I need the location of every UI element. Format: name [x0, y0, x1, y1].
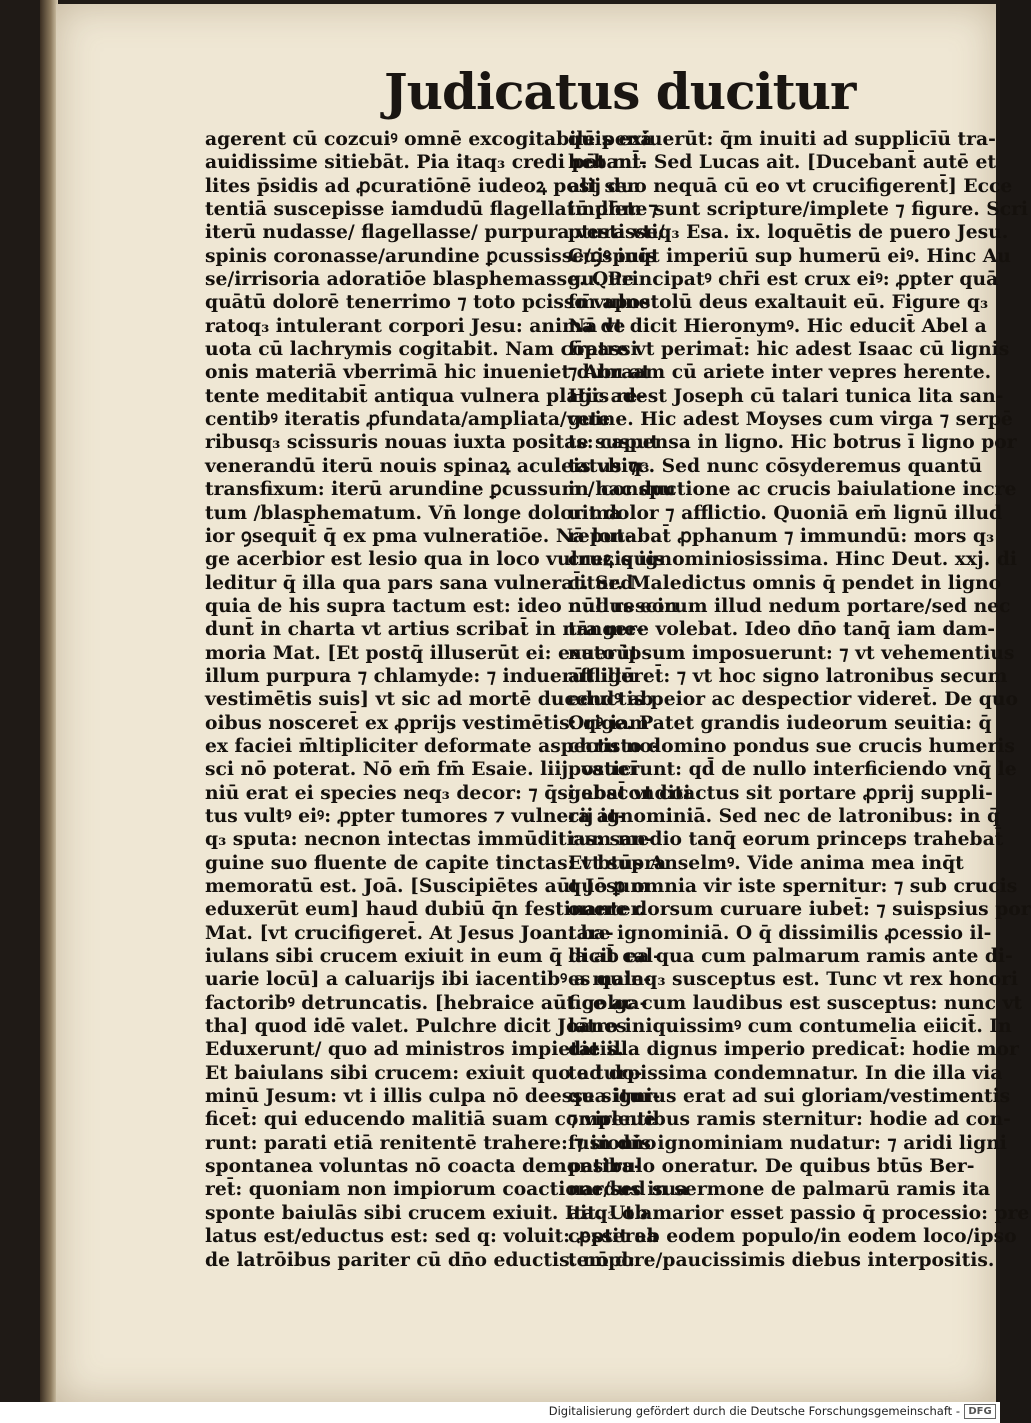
- text-line: te turpissima condemnatur. In die illa via: [568, 1061, 1003, 1084]
- text-line: tum /blasphematum. Vn̄ longe dolor ma: [205, 501, 622, 524]
- dfg-logo: DFG: [964, 1404, 996, 1419]
- text-line: tente meditabit̄ antiqua vulnera plagis re-: [205, 384, 646, 407]
- text-line: ⁊ virentibus ramis sternitur: hodie ad con-: [568, 1108, 1011, 1131]
- text-line: ptura vtiq₃ Esa. ix. loquētis de puero Jesu.: [568, 221, 1009, 244]
- text-line: qua iturus erat ad sui gloriam/vestimentis: [568, 1085, 1011, 1108]
- text-line: venerandū iterū nouis spinaꝝ aculeis vbiq₃: [205, 454, 650, 477]
- text-line: guine. Hic adest Moyses cum virga ⁊ serpē: [568, 408, 1013, 431]
- text-line: illum purpura ⁊ chlamyde: ⁊ induerūt illū: [205, 664, 636, 687]
- text-line: tangere volebat. Ideo dn̄o tanq̄ iam dam-: [568, 618, 996, 641]
- text-line: ret̄: quoniam non impiorum coactione/sed sua: [205, 1178, 689, 1201]
- text-line: affligeret̄: ⁊ vt hoc signo latronibus secum: [568, 664, 1008, 687]
- text-line: reputabat̄ ꝓphanum ⁊ immundū: mors q₃: [568, 524, 995, 547]
- text-line: te suspensa in ligno. Hic botrus ī ligno por: [568, 431, 1017, 454]
- text-line: nullus eorum illud nedum portare/sed nec: [568, 594, 1011, 617]
- text-line: ex faciei m̄ltipliciter deformate aspectu no-: [205, 734, 660, 757]
- text-line: Orige. Patet grandis iudeorum seuitia: q̄: [568, 711, 992, 734]
- text-line: minū Jesum: vt i illis culpa nō deesse signi-: [205, 1085, 661, 1108]
- text-line: ait. Ut amarior esset passio q̄ processio: pre: [568, 1201, 1030, 1224]
- text-line: rum medio tanq̄ eorum princeps trahebat̄: [568, 828, 1004, 851]
- text-line: quātū dolorē tenerrimo ⁊ toto pcisso vulne: [205, 291, 651, 314]
- text-line: agerent cū cozcuiꝰ omnē excogitabilē penā: [205, 128, 653, 150]
- text-line: es quinq₃ susceptus est. Tunc vt rex honori: [568, 968, 1018, 991]
- text-line: de latrōibus pariter cū dn̄o eductis. nō d:: [205, 1248, 636, 1271]
- text-line: spinis coronasse/arundine ꝑcussisse/ꝯspuis: [205, 244, 657, 267]
- text-line: nato ipsum imposuerunt: ⁊ vt vehementius: [568, 641, 1015, 664]
- text-line: spontanea voluntas nō coacta demonstra-: [205, 1155, 642, 1178]
- running-head: Judicatus ducitur: [384, 62, 856, 121]
- text-line: Nā vt dicit Hieronymꝰ. Hic educit̄ Abel a: [568, 314, 987, 337]
- text-column-right: [568, 128, 1031, 1272]
- text-line: uota cū lachrymis cogitabit. Nam cōpassi: [205, 338, 638, 361]
- text-line: gebat̄ vt coactus sit portare ꝓprij suppli-: [568, 781, 993, 804]
- text-line: onis materiā vberrimā hic inueniet dum at: [205, 361, 651, 384]
- text-line: cij ignominiā. Sed nec de latronibus: in q̄: [568, 804, 1001, 827]
- text-line: uit dolor ⁊ afflictio. Quoniā em̄ lignū illud: [568, 501, 1003, 524]
- text-line: quia de his supra tactum est: ideo nūc rescin: [205, 594, 678, 617]
- text-line: patibulo oneratur. De quibus btūs Ber-: [568, 1155, 975, 1178]
- text-line: Mat. [vt crucifigeret̄. At Jesus Joan. ba-: [205, 921, 614, 944]
- text-line: nardus in sermone de palmarū ramis ita: [568, 1178, 991, 1201]
- text-line: tempore/paucissimis diebus interpositis.: [568, 1248, 995, 1271]
- text-line: gu. Principatꝰ chr̄i est crux eiꝰ: ꝓpter quā: [568, 268, 999, 291]
- footer-bar: [0, 1402, 1000, 1423]
- text-line: uarie locū] a caluarijs ibi iacentibꝰ a male-: [205, 968, 652, 991]
- text-line: runt: parati etiā renitentē trahere: ⁊ in dn̄o: [205, 1131, 657, 1154]
- text-line: sci nō poterat. Nō em̄ fm̄ Esaie. liij. vaticī: [205, 758, 639, 781]
- text-line: crucis ignominiosissima. Hinc Deut. xxj. di: [568, 548, 1017, 571]
- text-line: christo domino pondus sue crucis humeris: [568, 734, 1015, 757]
- text-line: Et btūs Anselmꝰ. Vide anima mea inq̄t: [568, 851, 964, 874]
- text-line: ge acerbior est lesio qua in loco vulneꝝ quis: [205, 548, 665, 571]
- text-line: leditur q̄ illa qua pars sana vulnerat̄. Sed: [205, 571, 634, 594]
- text-line: centibꝰ iteratis ꝓfundata/ampliata/vete: [205, 408, 611, 431]
- text-line: factoribꝰ detruncatis. [hebraice aūt golga-: [205, 991, 648, 1014]
- show-through-text: [206, 78, 366, 118]
- text-line: ior ꝯsequit̄ q̄ ex pma vulneratiōe. Nā lon-: [205, 524, 633, 547]
- text-line: ratoq₃ intulerant corpori Jesu: anima de: [205, 314, 626, 337]
- text-line: fice ac cum laudibus est susceptus: nunc vt: [568, 991, 1023, 1014]
- text-line: se/irrisoria adoratiōe blasphemasse. Que: [205, 268, 634, 291]
- text-line: implete sunt scripture/implete ⁊ figure. Scri: [568, 198, 1029, 221]
- text-line: Hic adest Joseph cū talari tunica lita san-: [568, 384, 1004, 407]
- text-line: onere dorsum curuare iubet̄: ⁊ suispsius por: [568, 898, 1031, 921]
- text-line: niū erat ei species neq₃ decor: ⁊ q̄si absconditi: [205, 781, 691, 804]
- text-line: in hac ductione ac crucis baiulatione incre: [568, 478, 1017, 501]
- text-line: alij duo nequā cū eo vt crucifigerent̄] Ecce: [568, 174, 1013, 197]
- text-line: tatus ⁊c. Sed nunc cōsyderemus quantū: [568, 454, 983, 477]
- text-line: guine suo fluente de capite tinctas: vt supra: [205, 851, 667, 874]
- text-line: quō ꝑ omnia vir iste spernitur: ⁊ sub crucis: [568, 875, 1018, 897]
- text-line: sponte baiulās sibi crucem exiuit. Itaq₃ ob: [205, 1201, 648, 1224]
- text-line: iulans sibi crucem exiuit in eum q̄ dicit̄ cal-: [205, 945, 661, 968]
- text-line: fusionis ignominiam nudatur: ⁊ aridi ligni: [568, 1131, 1007, 1154]
- text-line: tare ignominiā. O q̄ dissimilis ꝓcessio il-: [568, 921, 992, 944]
- text-line: hebant̄. Sed Lucas ait. [Ducebant̄ autē et: [568, 151, 996, 174]
- text-line: transfixum: iterū arundine ꝑcussum / conspu: [205, 478, 676, 501]
- text-line: quis exiuerūt: q̄m inuiti ad supplicīū tra-: [568, 128, 996, 150]
- text-line: dunt̄ in charta vt artius scribat̄ in nr̄a me-: [205, 618, 644, 641]
- text-line: latus est/eductus est: sed q: voluit: ꝓpterea: [205, 1225, 659, 1248]
- text-line: Cuiꝰ inq̄t imperiū sup humerū eiꝰ. Hinc Au: [568, 244, 1011, 267]
- text-line: eductis peior ac despectior videret̄. De quo: [568, 688, 1018, 711]
- text-line: latro iniquissimꝰ cum contumelia eiicit̄. In: [568, 1015, 1012, 1038]
- text-line: ficet̄: qui educendo malitiā suam compleue: [205, 1108, 656, 1131]
- text-line: tentiā suscepisse iamdudū flagellatū dn̄m ⁊: [205, 198, 658, 221]
- text-line: Et baiulans sibi crucem: exiuit quo ad do-: [205, 1061, 643, 1084]
- text-line: lites p̄sidis ad ꝓcuratiōnē iudeoꝝ post sen: [205, 174, 641, 197]
- text-line: cessit ab eodem populo/in eodem loco/ipso: [568, 1225, 1017, 1248]
- text-line: memoratū est. Joā. [Suscipiētes aūt Jesum: [205, 875, 651, 897]
- text-column-left: [205, 128, 691, 1272]
- text-line: Eduxerunt/ quo ad ministros impietatis.: [205, 1038, 624, 1061]
- text-line: vestimētis suis] vt sic ad mortē ducendꝰ ab: [205, 688, 654, 711]
- text-line: die illa dignus imperio predicat̄: hodie mor: [568, 1038, 1019, 1061]
- text-line: iterū nudasse/ flagellasse/ purpura vestisse/: [205, 221, 665, 244]
- text-line: fratre vt perimat̄: hic adest Isaac cū lignis: [568, 338, 1010, 361]
- text-line: eduxerūt eum] haud dubiū q̄n festinanter.: [205, 898, 646, 921]
- text-line: la ab ea qua cum palmarum ramis ante di-: [568, 945, 1013, 968]
- text-line: q₃ sputa: necnon intectas immūditias: san-: [205, 828, 654, 851]
- text-line: tha] quod idē valet. Pulchre dicit Joānes: [205, 1015, 627, 1038]
- text-line: auidissime sitiebāt. Pia itaq₃ credi pōt mi-: [205, 151, 647, 174]
- text-line: ribusq₃ scissuris nouas iuxta positas: caput: [205, 431, 659, 454]
- text-line: fm̄ apostolū deus exaltauit eū. Figure q₃: [568, 291, 989, 314]
- text-line: oibus nosceret̄ ex ꝓprijs vestimētis: qꝰ iam: [205, 711, 649, 734]
- text-line: moria Mat. [Et postq̄ illuserūt ei: exuerūt: [205, 641, 639, 664]
- text-line: ⁊ Abraam cū ariete inter vepres herente.: [568, 361, 992, 384]
- text-line: posuerunt: qd̄ de nullo interficiendo vnq̄ le: [568, 758, 1017, 781]
- text-line: tus vultꝰ eiꝰ: ꝓpter tumores ⁊ vulnera at-: [205, 804, 626, 827]
- text-line: citur. Maledictus omnis q̄ pendet in ligno: [568, 571, 1002, 594]
- funding-credit: Digitalisierung gefördert durch die Deutsche Forschungsgemeinschaft -: [548, 1404, 960, 1418]
